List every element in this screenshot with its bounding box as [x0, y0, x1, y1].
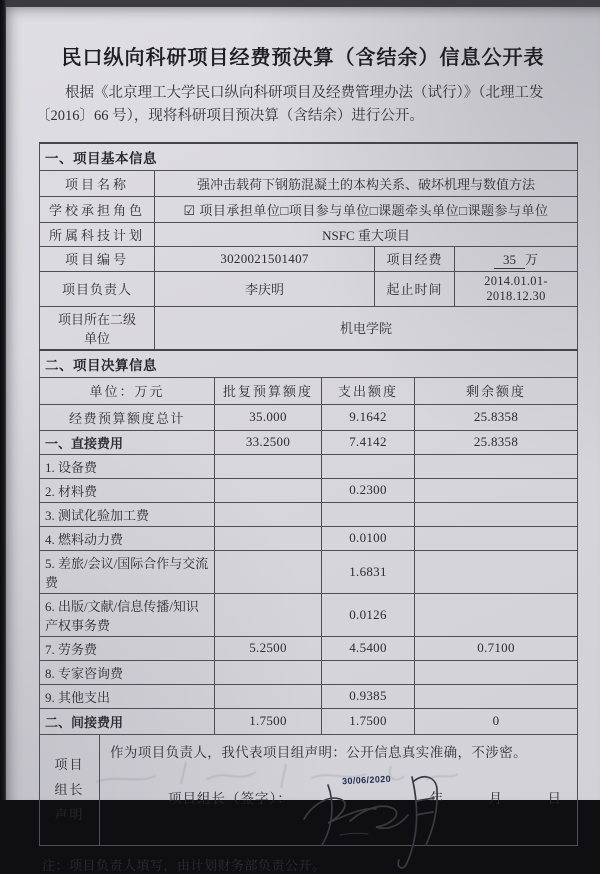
budget-spent: 9.1642	[322, 404, 415, 430]
budget-row-label: 8. 专家咨询费	[40, 660, 215, 684]
budget-row-label: 9. 其他支出	[40, 684, 215, 708]
budget-spent: 0.0100	[322, 526, 415, 550]
budget-col-approved: 批复预算额度	[215, 377, 322, 404]
budget-remaining	[415, 684, 578, 708]
page-title: 民口纵向科研项目经费预决算（含结余）信息公开表	[61, 47, 545, 69]
budget-approved: 5.2500	[215, 636, 322, 660]
budget-spent: 7.4142	[322, 430, 415, 454]
budget-approved	[215, 593, 322, 636]
budget-row-label: 7. 劳务费	[40, 636, 215, 660]
budget-row-materials	[40, 478, 578, 502]
funding-unit: 万	[524, 251, 538, 267]
secondary-unit-label-line2: 单位	[83, 330, 110, 346]
declaration-statement: 作为项目负责人，我代表项目组声明：公开信息真实准确，不涉密。	[110, 744, 527, 760]
budget-spent	[322, 454, 415, 478]
budget-approved: 35.000	[215, 404, 322, 430]
budget-approved: 33.2500	[215, 430, 322, 454]
school-role-checkboxes: ☑ 项目承担单位□项目参与单位□课题牵头单位□课题参与单位	[155, 196, 578, 222]
budget-row-label: 二、间接费用	[40, 708, 215, 734]
budget-row-label: 6. 出版/文献/信息传播/知识产权事务费	[40, 593, 215, 636]
paper-sheet	[6, 7, 600, 873]
project-number-value: 3020021501407	[155, 246, 375, 271]
budget-remaining: 0	[415, 708, 578, 734]
budget-row-expert-consulting	[40, 660, 578, 684]
day-label: 日	[547, 790, 561, 806]
pi-name: 李庆明	[155, 271, 375, 306]
budget-remaining	[415, 502, 578, 526]
month-label: 月	[488, 790, 503, 806]
project-name-label: 项目名称	[40, 170, 155, 196]
budget-remaining: 25.8358	[415, 430, 578, 454]
pi-label: 项目负责人	[40, 271, 155, 306]
secondary-unit-value: 机电学院	[155, 306, 578, 349]
budget-spent: 1.6831	[322, 550, 415, 593]
budget-remaining: 25.8358	[415, 404, 578, 430]
budget-row-publication-ip	[40, 593, 578, 636]
bleed-through-marks	[86, 754, 466, 794]
budget-remaining	[415, 660, 578, 684]
budget-row-total	[40, 404, 578, 430]
funding-label: 项目经费	[375, 246, 455, 271]
budget-spent: 0.9385	[322, 684, 415, 708]
budget-col-unit: 单位：万元	[40, 377, 215, 404]
budget-row-label: 4. 燃料动力费	[40, 526, 215, 550]
budget-col-spent: 支出额度	[322, 377, 415, 404]
budget-row-label: 3. 测试化验加工费	[40, 502, 215, 526]
budget-remaining	[415, 550, 578, 593]
budget-row-fuel-power	[40, 526, 578, 550]
budget-row-other	[40, 684, 578, 708]
section-title-budget: 二、项目决算信息	[40, 350, 578, 378]
section-title-basic-info: 一、项目基本信息	[40, 143, 578, 171]
budget-row-label: 经费预算额度总计	[40, 404, 215, 430]
budget-approved	[215, 550, 322, 593]
duration-label: 起止时间	[375, 271, 455, 306]
budget-remaining	[415, 454, 578, 478]
budget-remaining	[415, 593, 578, 636]
budget-remaining	[415, 478, 578, 502]
budget-col-remaining: 剩余额度	[415, 377, 578, 404]
budget-table	[39, 349, 578, 735]
project-number-label: 项目编号	[40, 246, 155, 271]
budget-row-label: 2. 材料费	[40, 478, 215, 502]
budget-row-direct	[40, 430, 578, 454]
footnote: 注：项目负责人填写，由计划财务部负责公开。	[42, 857, 326, 873]
program-label: 所属科技计划	[40, 222, 155, 246]
budget-row-indirect	[40, 708, 578, 734]
secondary-unit-label	[40, 306, 155, 349]
year-label: 年	[429, 790, 444, 806]
budget-row-label: 1. 设备费	[40, 454, 215, 478]
school-role-label: 学校承担角色	[40, 196, 155, 222]
budget-row-label: 5. 差旅/会议/国际合作与交流费	[40, 550, 215, 593]
secondary-unit-label-line1: 项目所在二级	[57, 311, 136, 327]
budget-spent: 1.7500	[322, 708, 415, 734]
declaration-label-line2: 组长	[54, 782, 85, 798]
basic-info-table	[39, 142, 578, 350]
duration-value: 2014.01.01-2018.12.30	[455, 271, 578, 306]
budget-spent	[322, 502, 415, 526]
funding-amount: 35	[494, 252, 525, 269]
funding-value	[455, 246, 578, 271]
budget-spent: 0.2300	[322, 478, 415, 502]
sign-label: 项目组长（签字）：	[168, 790, 292, 806]
budget-row-equipment	[40, 454, 578, 478]
budget-approved	[215, 526, 322, 550]
budget-row-travel-conference	[40, 550, 578, 593]
signature-date-stamp: 30/06/2020	[341, 773, 392, 787]
budget-approved	[215, 502, 322, 526]
budget-approved: 1.7500	[215, 708, 322, 734]
program-value: NSFC 重大项目	[155, 222, 578, 246]
declaration-label-line3: 声明	[54, 807, 85, 823]
budget-approved	[215, 660, 322, 684]
project-name-value: 强冲击载荷下钢筋混凝土的本构关系、破坏机理与数值方法	[155, 170, 578, 196]
budget-row-labor	[40, 636, 578, 660]
budget-row-label: 一、直接费用	[40, 430, 215, 454]
budget-approved	[215, 454, 322, 478]
budget-spent: 4.5400	[322, 636, 415, 660]
budget-approved	[215, 684, 322, 708]
budget-row-testing	[40, 502, 578, 526]
intro-paragraph: 根据《北京理工大学民口纵向科研项目及经费管理办法（试行）》（北理工发〔2016〕66 号），现将科研项目预决算（含结余）进行公开。	[36, 85, 544, 124]
declaration-label-line1: 项目	[54, 756, 85, 772]
budget-spent	[322, 660, 415, 684]
budget-remaining: 0.7100	[415, 636, 578, 660]
budget-remaining	[415, 526, 578, 550]
budget-approved	[215, 478, 322, 502]
budget-spent: 0.0126	[322, 593, 415, 636]
